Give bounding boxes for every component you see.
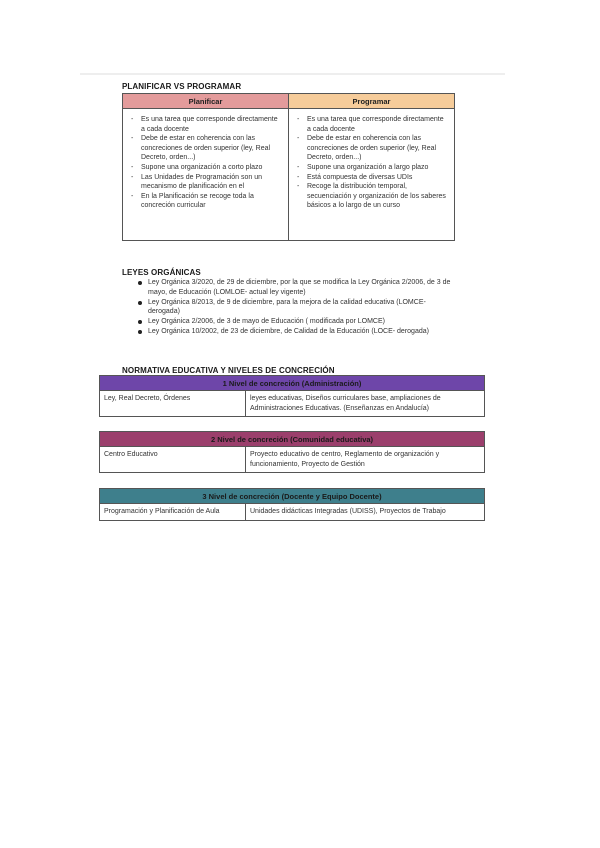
level-1-title: 1 Nivel de concreción (Administración) [100, 376, 484, 391]
level-1-right: leyes educativas, Diseños curriculares base, ampliaciones de Administraciones Educativas. (Enseñanzas en Andalucía) [250, 395, 441, 412]
list-item: - Supone una organización a corto plazo [123, 163, 282, 173]
level-1-table [99, 375, 485, 417]
list-item: - Las Unidades de Programación son un mecanismo de planificación en el [123, 173, 282, 192]
heading-normativa: NORMATIVA EDUCATIVA Y NIVELES DE CONCRECIÓN [122, 366, 335, 375]
level-1-left: Ley, Real Decreto, Órdenes [100, 391, 246, 416]
list-item: - Debe de estar en coherencia con las concreciones de orden superior (ley, Real Decreto, orden...) [289, 134, 448, 163]
list-item: - Es una tarea que corresponde directamente a cada docente [123, 115, 282, 134]
level-3-table [99, 488, 485, 521]
level-3-left: Programación y Planificación de Aula [100, 504, 246, 520]
list-item: - Recoge la distribución temporal, secuenciación y organización de los saberes básicos a lo largo de un curso [289, 182, 448, 211]
column-programar [289, 109, 454, 240]
level-2-table [99, 431, 485, 473]
list-item: - Debe de estar en coherencia con las concreciones de orden superior (ley, Real Decreto, orden...) [123, 134, 282, 163]
level-2-left: Centro Educativo [100, 447, 246, 472]
level-3-title: 3 Nivel de concreción (Docente y Equipo Docente) [100, 489, 484, 504]
list-item: - Está compuesta de diversas UDIs [289, 173, 448, 183]
heading-leyes: LEYES ORGÁNICAS [122, 268, 201, 277]
level-3-right: Unidades didácticas Integradas (UDISS), Proyectos de Trabajo [250, 508, 446, 515]
laws-list [122, 278, 457, 337]
top-divider [80, 73, 505, 75]
header-programar: Programar [289, 94, 454, 109]
list-item: - Supone una organización a largo plazo [289, 163, 448, 173]
level-2-right: Proyecto educativo de centro, Reglamento de organización y funcionamiento, Proyecto de Gestión [250, 451, 440, 468]
list-item: Ley Orgánica 8/2013, de 9 de diciembre, para la mejora de la calidad educativa (LOMCE- derogada) [122, 298, 457, 318]
header-planificar: Planificar [123, 94, 289, 109]
list-item: Ley Orgánica 2/2006, de 3 de mayo de Educación ( modificada por LOMCE) [122, 317, 457, 327]
comparison-table [122, 93, 455, 241]
list-item: Ley Orgánica 3/2020, de 29 de diciembre, por la que se modifica la Ley Orgánica 2/2006, de 3 de mayo, de Educación (LOMLOE- actual ley vigente) [122, 278, 457, 298]
level-2-title: 2 Nivel de concreción (Comunidad educativa) [100, 432, 484, 447]
list-item: - En la Planificación se recoge toda la concreción curricular [123, 192, 282, 211]
list-item: - Es una tarea que corresponde directamente a cada docente [289, 115, 448, 134]
heading-planificar: PLANIFICAR VS PROGRAMAR [122, 82, 242, 91]
column-planificar [123, 109, 289, 240]
list-item: Ley Orgánica 10/2002, de 23 de diciembre, de Calidad de la Educación (LOCE- derogada) [122, 327, 457, 337]
